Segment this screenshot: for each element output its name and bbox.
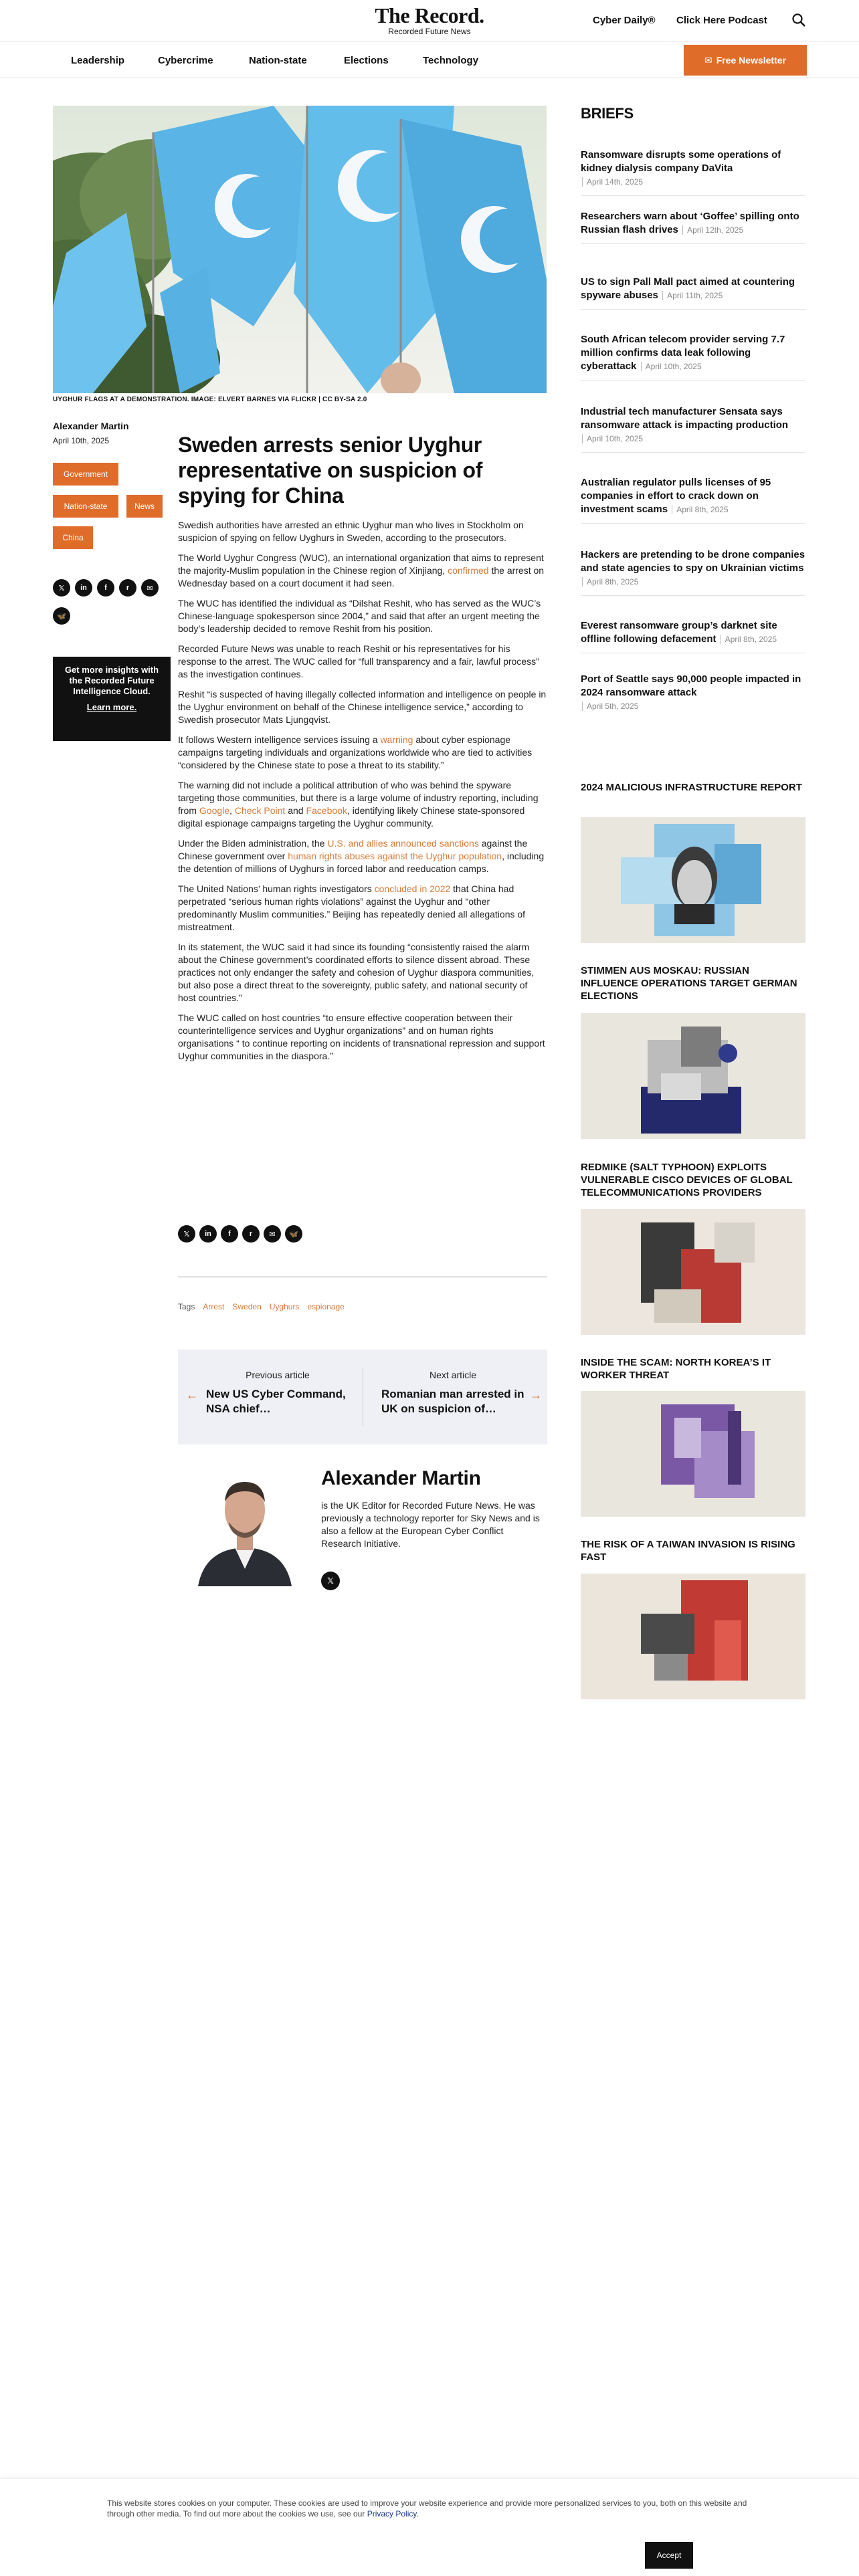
brief-title: Everest ransomware group’s darknet site offline following defacement: [581, 620, 777, 645]
text: , including the detention of millions of Uyghurs in forced labor and reeducation camps.: [178, 851, 545, 874]
text: The World Uyghur Congress (WUC), an international organization that aims to represent the majority-Muslim population in the Chinese region of Xinjiang,: [178, 552, 544, 576]
brief-title: Industrial tech manufacturer Sensata says ransomware attack is impacting production: [581, 406, 789, 431]
briefs-heading: BRIEFS: [581, 105, 634, 122]
paragraph: In its statement, the WUC said it had since its founding “consistently raised the alarm about the Chinese government’s coordinated efforts to silence dissent abroad. These practices not only endanger the safety and cohesion of Uyghur diaspora communities, but also pose a direct threat to the sovereignty, public safety, and national security of host countries.”: [178, 942, 535, 1003]
check-point-link[interactable]: Check Point: [234, 805, 286, 816]
mail-icon: ✉: [704, 54, 712, 66]
paragraph: [178, 734, 547, 772]
brief-date: April 10th, 2025: [641, 362, 702, 371]
tag-nation-state[interactable]: Nation-state: [53, 495, 118, 518]
main-nav: [0, 42, 859, 78]
feature-heading[interactable]: REDMIKE (SALT TYPHOON) EXPLOITS VULNERABLE CISCO DEVICES OF GLOBAL TELECOMMUNICATIONS PROVIDERS: [581, 1162, 793, 1198]
brief-item[interactable]: [581, 405, 805, 453]
tags-row: [178, 1302, 345, 1311]
text: The warning did not include a political attribution of who was behind the spyware targeting those communities, but there is a large volume of industry reporting, including from: [178, 780, 539, 816]
hero-caption: UYGHUR FLAGS AT A DEMONSTRATION. IMAGE: ELVERT BARNES VIA FLICKR | CC BY-SA 2.0: [53, 396, 367, 403]
bluesky-share-icon[interactable]: 🦋: [285, 1225, 302, 1243]
bluesky-share-icon[interactable]: 🦋: [53, 607, 70, 625]
text: The United Nations’ human rights investigators: [178, 883, 375, 894]
text: This website stores cookies on your computer. These cookies are used to improve your website experience and provide more personalized services to you, both on this website and through other media. To find out more about the cookies we use, see our: [107, 2498, 747, 2518]
text: ,: [229, 805, 235, 816]
article-body: [178, 519, 547, 1070]
brief-date: April 8th, 2025: [721, 635, 777, 644]
brief-date: April 5th, 2025: [582, 702, 638, 711]
search-icon[interactable]: [791, 12, 807, 28]
logo-main: The Record.: [375, 3, 484, 27]
x-share-icon[interactable]: 𝕏: [53, 579, 70, 597]
author-bio-name[interactable]: Alexander Martin: [321, 1467, 481, 1489]
arrow-left-icon[interactable]: ←: [186, 1388, 198, 1402]
previous-article-link[interactable]: [201, 1370, 355, 1416]
nav-leadership[interactable]: Leadership: [71, 55, 125, 66]
prev-next-nav: [178, 1350, 547, 1444]
feature-image[interactable]: [581, 1209, 805, 1335]
previous-title: New US Cyber Command, NSA chief…: [206, 1388, 346, 1415]
email-share-icon[interactable]: ✉: [264, 1225, 281, 1243]
brief-title: South African telecom provider serving 7.7 million confirms data leak following cyberattack: [581, 334, 785, 372]
feature-heading[interactable]: 2024 MALICIOUS INFRASTRUCTURE REPORT: [581, 782, 802, 793]
text: the arrest on Wednesday based on a court document it had seen.: [178, 565, 545, 588]
next-label: Next article: [429, 1370, 477, 1380]
article-date: April 10th, 2025: [53, 436, 110, 445]
tag-china[interactable]: China: [53, 526, 93, 549]
insights-text: Get more insights with the Recorded Future Intelligence Cloud.: [64, 665, 159, 696]
brief-item[interactable]: [581, 548, 805, 596]
privacy-policy-link[interactable]: Privacy Policy: [367, 2509, 417, 2518]
arrow-right-icon[interactable]: →: [530, 1388, 542, 1402]
next-title: Romanian man arrested in UK on suspicion of…: [381, 1388, 524, 1415]
brief-item[interactable]: [581, 276, 805, 310]
paragraph: The WUC has identified the individual as “Dilshat Reshit, who has served as the WUC’s Chinese-language spokesperson since 2004,” and said that after an urgent meeting the body’s leadership decided to remove Reshit from his position.: [178, 598, 541, 634]
brief-date: April 8th, 2025: [672, 505, 728, 514]
paragraph: Swedish authorities have arrested an ethnic Uyghur man who lives in Stockholm on suspicion of spying on fellow Uyghurs in Sweden, according to the prosecutors.: [178, 520, 524, 543]
brief-title: Australian regulator pulls licenses of 95 companies in effort to crack down on investment scams: [581, 477, 771, 515]
newsletter-label: Free Newsletter: [716, 55, 786, 66]
tag-government[interactable]: Government: [53, 463, 118, 486]
brief-date: April 12th, 2025: [682, 225, 743, 235]
learn-more-link[interactable]: Learn more.: [86, 702, 137, 712]
previous-label: Previous article: [246, 1370, 310, 1380]
email-share-icon[interactable]: ✉: [141, 579, 159, 597]
accept-cookies-button[interactable]: Accept: [645, 2542, 693, 2569]
brief-item[interactable]: [581, 619, 805, 653]
next-article-link[interactable]: [376, 1370, 530, 1416]
site-header: [0, 0, 859, 41]
facebook-share-icon[interactable]: f: [97, 579, 114, 597]
free-newsletter-button[interactable]: [684, 45, 807, 76]
brief-date: April 14th, 2025: [582, 177, 643, 187]
brief-title: Researchers warn about ‘Goffee’ spilling onto Russian flash drives: [581, 211, 799, 235]
feature-image[interactable]: [581, 817, 805, 943]
hero-image: [53, 106, 547, 393]
facebook-link[interactable]: Facebook: [306, 805, 347, 816]
brief-item[interactable]: [581, 476, 805, 524]
cyber-daily-link[interactable]: Cyber Daily®: [593, 15, 656, 26]
paragraph: Recorded Future News was unable to reach Reshit or his representatives for his response to the arrest. The WUC called for “full transparency and a fair, lawful process” as the investigation continues.: [178, 643, 539, 679]
brief-item[interactable]: [581, 673, 805, 720]
insights-promo[interactable]: [53, 657, 171, 741]
google-link[interactable]: Google: [199, 805, 230, 816]
article-title: Sweden arrests senior Uyghur representative on suspicion of spying for China: [178, 433, 483, 508]
paragraph: Reshit “is suspected of having illegally collected information and intelligence on people in the Uyghur environment on behalf of the Chinese intelligence service,” according to Swedish prosecutor Mats Ljungqvist.: [178, 689, 547, 725]
confirmed-link[interactable]: confirmed: [448, 565, 489, 576]
nav-elections[interactable]: Elections: [344, 55, 389, 66]
text: .: [416, 2509, 419, 2518]
tag-uyghurs[interactable]: Uyghurs: [269, 1302, 300, 1311]
brief-date: April 8th, 2025: [582, 577, 638, 586]
text: that China had perpetrated “serious human rights violations” against the Uyghur and “other predominantly Muslim communities.” Beijing has repeatedly denied all allegations of mistreatment.: [178, 883, 526, 932]
feature-heading[interactable]: THE RISK OF A TAIWAN INVASION IS RISING FAST: [581, 1539, 795, 1563]
sanctions-link[interactable]: U.S. and allies announced sanctions: [327, 838, 479, 849]
nav-cybercrime[interactable]: Cybercrime: [158, 55, 213, 66]
brief-item[interactable]: [581, 333, 805, 381]
brief-title: US to sign Pall Mall pact aimed at countering spyware abuses: [581, 276, 795, 301]
human-rights-link[interactable]: human rights abuses against the Uyghur population: [288, 851, 502, 861]
tag-news[interactable]: News: [126, 495, 163, 518]
paragraph: [178, 883, 547, 934]
feature-image[interactable]: [581, 1574, 805, 1699]
text: against the Chinese government over: [178, 838, 528, 861]
author-bio: is the UK Editor for Recorded Future News. He was previously a technology reporter for Sky News and is also a fellow at the European Cyber Conflict Research Initiative.: [321, 1500, 540, 1549]
cookie-banner: [0, 2478, 859, 2576]
paragraph: The WUC called on host countries “to ensure effective cooperation between their counterintelligence services and Uyghur organizations” and on human rights organisations “ to continue reporting on incidents of transnational repression and support Uyghur communities in the diaspora.”: [178, 1012, 545, 1061]
linkedin-share-icon[interactable]: in: [75, 579, 92, 597]
tag-espionage[interactable]: espionage: [307, 1302, 345, 1311]
concluded-2022-link[interactable]: concluded in 2022: [374, 883, 451, 894]
reddit-share-icon[interactable]: r: [242, 1225, 260, 1243]
brief-date: April 10th, 2025: [582, 434, 643, 443]
text: about cyber espionage campaigns targeting individuals and organizations worldwide who are tied to activities “considered by the Chinese state to pose a threat to its stability.”: [178, 734, 533, 770]
paragraph: [178, 779, 547, 830]
tag-arrest[interactable]: Arrest: [203, 1302, 225, 1311]
nav-nation-state[interactable]: Nation-state: [249, 55, 307, 66]
brief-item[interactable]: [581, 210, 805, 244]
brief-date: April 11th, 2025: [662, 291, 723, 300]
feature-heading[interactable]: INSIDE THE SCAM: NORTH KOREA’S IT WORKER THREAT: [581, 1357, 771, 1381]
logo-sub: Recorded Future News: [388, 27, 471, 36]
text: Under the Biden administration, the: [178, 838, 328, 849]
author-name[interactable]: Alexander Martin: [53, 421, 129, 431]
text: and: [285, 805, 306, 816]
feature-image[interactable]: [581, 1013, 805, 1139]
feature-heading[interactable]: STIMMEN AUS MOSKAU: RUSSIAN INFLUENCE OPERATIONS TARGET GERMAN ELECTIONS: [581, 965, 797, 1002]
tags-label: Tags: [178, 1302, 195, 1311]
warning-link[interactable]: warning: [380, 734, 413, 745]
brief-item[interactable]: [581, 148, 805, 196]
text: , identifying likely Chinese state-sponsored digital espionage campaigns targeting the Uyghur community.: [178, 805, 525, 829]
x-share-icon[interactable]: 𝕏: [178, 1225, 195, 1243]
facebook-share-icon[interactable]: f: [221, 1225, 238, 1243]
brief-title: Hackers are pretending to be drone companies and state agencies to spy on Ukrainian victims: [581, 549, 805, 574]
cookie-text: [107, 2498, 749, 2519]
reddit-share-icon[interactable]: r: [119, 579, 136, 597]
paragraph: [178, 837, 547, 875]
text: It follows Western intelligence services issuing a: [178, 734, 381, 745]
click-here-podcast-link[interactable]: Click Here Podcast: [676, 15, 767, 26]
brief-title: Ransomware disrupts some operations of kidney dialysis company DaVita: [581, 149, 781, 174]
feature-image[interactable]: [581, 1391, 805, 1517]
linkedin-share-icon[interactable]: in: [199, 1225, 217, 1243]
nav-technology[interactable]: Technology: [423, 55, 479, 66]
paragraph: [178, 552, 547, 590]
tag-sweden[interactable]: Sweden: [232, 1302, 262, 1311]
author-x-icon[interactable]: 𝕏: [321, 1572, 340, 1590]
site-logo[interactable]: [361, 4, 498, 36]
brief-title: Port of Seattle says 90,000 people impacted in 2024 ransomware attack: [581, 673, 801, 698]
author-avatar: [198, 1469, 292, 1586]
